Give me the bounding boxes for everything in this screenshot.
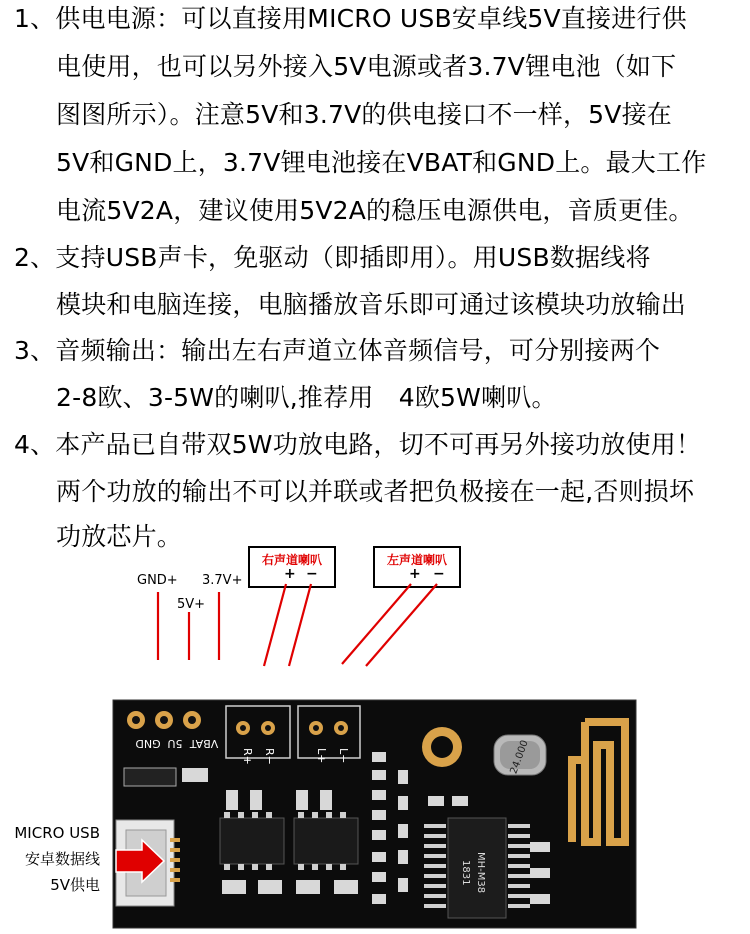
power-pads bbox=[127, 711, 201, 729]
wire-lines bbox=[158, 584, 437, 666]
instruction-line: 5V和GND上，3.7V锂电池接在VBAT和GND上。最大工作 bbox=[56, 148, 707, 177]
silk-l-plus: L+ bbox=[315, 748, 328, 764]
plus-sign: + bbox=[284, 566, 296, 582]
plus-sign: + bbox=[409, 566, 421, 582]
silk-vbat: VBAT bbox=[189, 737, 219, 750]
5v-label: 5V+ bbox=[177, 597, 206, 612]
left-plus-wire bbox=[342, 584, 411, 664]
minus-sign: − bbox=[433, 566, 445, 582]
instruction-line: 两个功放的输出不可以并联或者把负极接在一起,否则损坏 bbox=[56, 477, 695, 506]
minus-sign: − bbox=[306, 566, 318, 582]
chip-code: 1831 bbox=[460, 860, 471, 886]
silk-r-plus: R+ bbox=[241, 748, 254, 765]
right-plus-wire bbox=[264, 584, 286, 666]
silk-r-minus: R− bbox=[263, 748, 276, 765]
instruction-line: 2-8欧、3-5W的喇叭,推荐用 4欧5W喇叭。 bbox=[56, 383, 557, 412]
chip-label: MH-M38 bbox=[475, 852, 486, 894]
usb-label-line1: MICRO USB bbox=[14, 824, 100, 842]
crystal-label: 24.000 bbox=[508, 738, 531, 776]
instruction-line: 电使用，也可以另外接入5V电源或者3.7V锂电池（如下 bbox=[56, 52, 677, 81]
instruction-line: 电流5V2A，建议使用5V2A的稳压电源供电，音质更佳。 bbox=[56, 196, 694, 225]
silk-5u: 5U bbox=[167, 737, 183, 750]
instruction-line: 1、供电电源：可以直接用MICRO USB安卓线5V直接进行供 bbox=[14, 4, 687, 33]
usb-label-line2: 安卓数据线 bbox=[24, 850, 100, 868]
silk-gnd: GND bbox=[135, 737, 161, 750]
instruction-line: 3、音频输出：输出左右声道立体音频信号，可分别接两个 bbox=[14, 336, 661, 365]
silk-l-minus: L− bbox=[337, 748, 350, 764]
instruction-line: 图图所示）。注意5V和3.7V的供电接口不一样，5V接在 bbox=[56, 100, 672, 129]
gnd-label: GND+ bbox=[137, 573, 178, 588]
instruction-line: 4、本产品已自带双5W功放电路，切不可再另外接功放使用！ bbox=[14, 430, 702, 459]
usb-label-line3: 5V供电 bbox=[50, 876, 100, 894]
3v7-label: 3.7V+ bbox=[202, 573, 243, 588]
instruction-line: 模块和电脑连接，电脑播放音乐即可通过该模块功放输出 bbox=[56, 290, 687, 319]
instruction-line: 2、支持USB声卡，免驱动（即插即用）。用USB数据线将 bbox=[14, 243, 651, 272]
left-speaker-title: 左声道喇叭 bbox=[386, 553, 447, 567]
right-minus-wire bbox=[289, 584, 311, 666]
instruction-line: 功放芯片。 bbox=[56, 522, 183, 551]
right-speaker-title: 右声道喇叭 bbox=[261, 553, 322, 567]
